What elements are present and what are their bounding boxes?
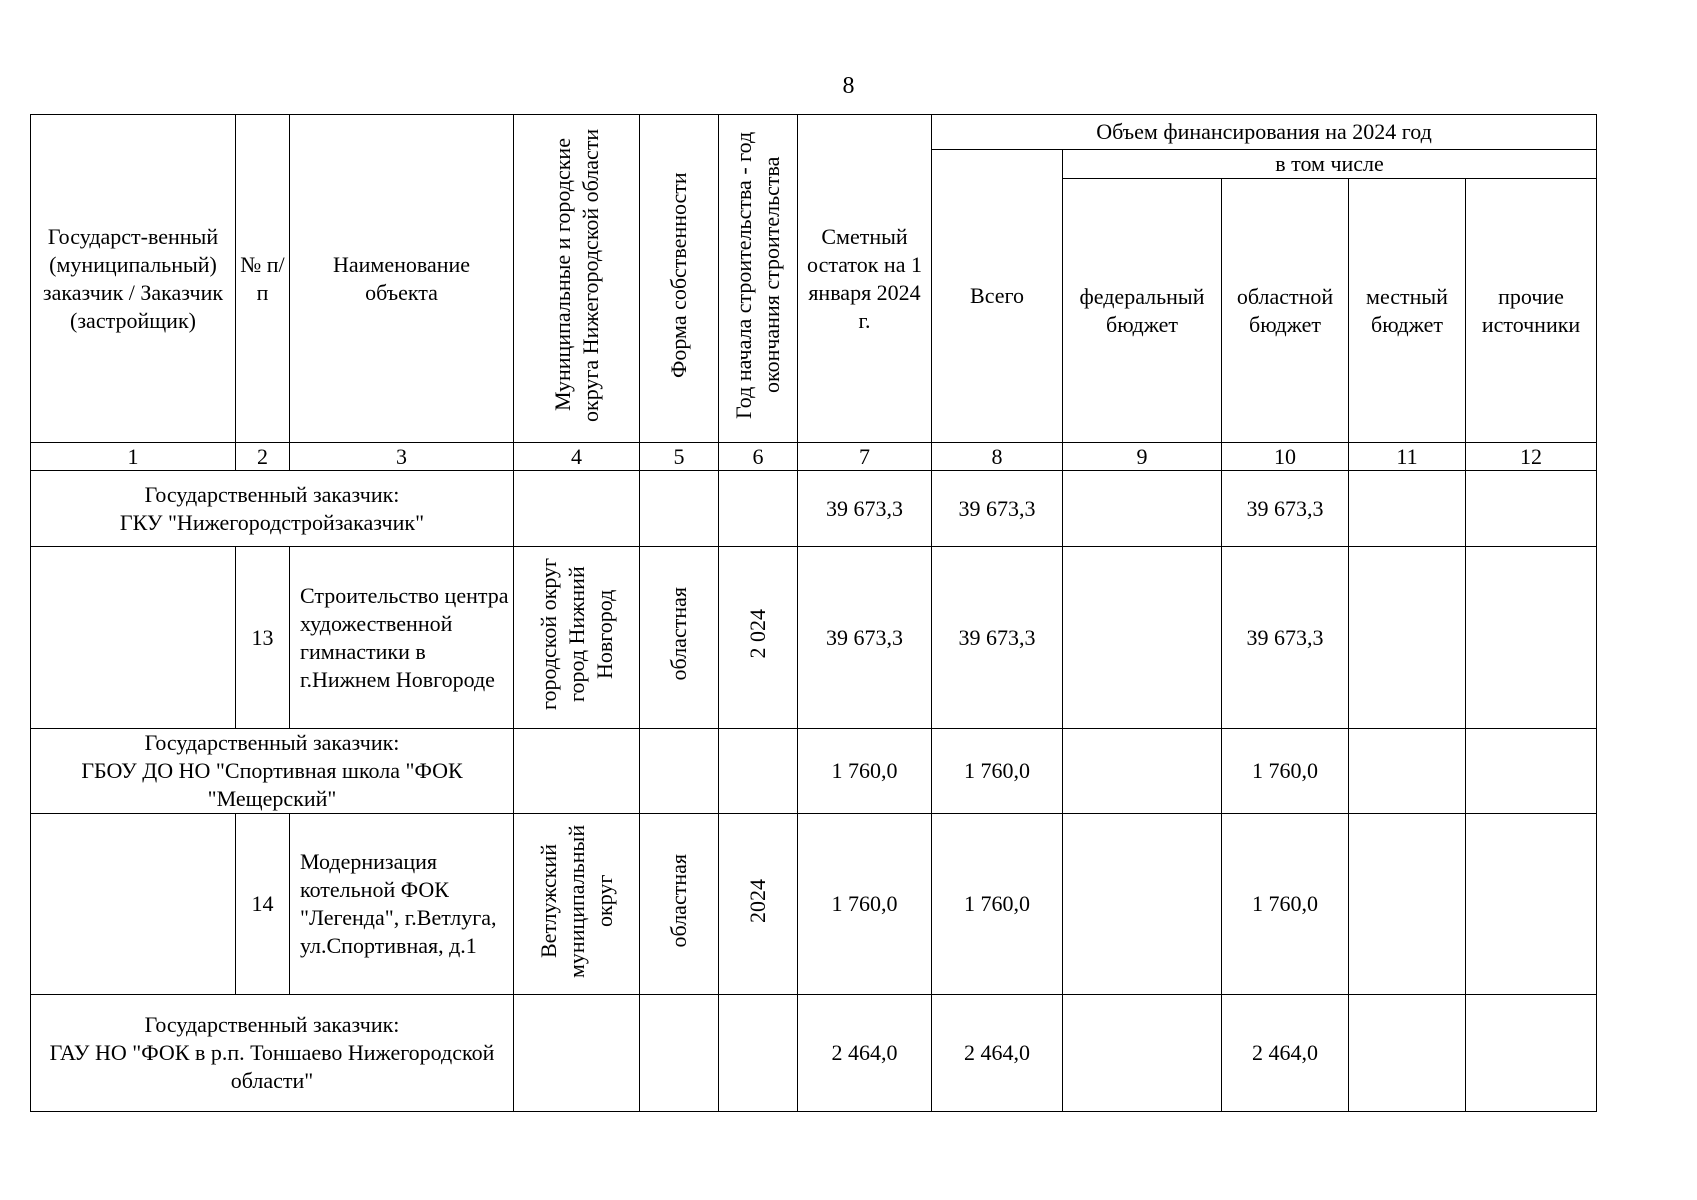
cell-object-name: Строительство центра художественной гимнастики в г.Нижнем Новгороде [290,547,514,729]
cell-balance: 2 464,0 [798,995,932,1112]
column-number: 2 [236,443,290,471]
header-years-label: Год начала строительства - год окончания строительства [731,131,784,419]
cell-total: 2 464,0 [932,995,1063,1112]
cell-years [719,547,798,729]
cell-years-label: 2 024 [745,609,770,659]
column-number: 12 [1466,443,1597,471]
cell-ownership [640,547,719,729]
cell-municipality-label: Ветлужский муниципальный округ [535,823,617,978]
cell-years [719,471,798,547]
cell-municipality [514,471,640,547]
header-municipality [514,115,640,443]
column-number: 11 [1349,443,1466,471]
cell-balance: 1 760,0 [798,814,932,995]
customer-row [31,471,1597,547]
column-numbers-row [31,443,1597,471]
header-other: прочие источники [1466,179,1597,443]
column-number: 4 [514,443,640,471]
cell-ownership [640,729,719,814]
column-number: 10 [1222,443,1349,471]
cell-num: 13 [236,547,290,729]
cell-municipality [514,729,640,814]
cell-customer-empty [31,814,236,995]
cell-balance: 39 673,3 [798,471,932,547]
cell-federal [1063,471,1222,547]
header-object-name: Наименование объекта [290,115,514,443]
object-row [31,814,1597,995]
cell-other [1466,471,1597,547]
cell-ownership [640,471,719,547]
page-number: 8 [842,73,855,99]
cell-municipality [514,995,640,1112]
cell-years [719,995,798,1112]
cell-local [1349,814,1466,995]
customer-name: Государственный заказчик: ГКУ "Нижегородстройзаказчик" [31,471,514,547]
customer-name: Государственный заказчик: ГАУ НО "ФОК в р.п. Тоншаево Нижегородской области" [31,995,514,1112]
cell-ownership [640,995,719,1112]
cell-local [1349,995,1466,1112]
cell-customer-empty [31,547,236,729]
customer-row [31,995,1597,1112]
header-ownership [640,115,719,443]
column-number: 8 [932,443,1063,471]
header-regional: областной бюджет [1222,179,1349,443]
cell-federal [1063,547,1222,729]
header-years [719,115,798,443]
cell-ownership-label: областная [666,587,691,681]
cell-balance: 1 760,0 [798,729,932,814]
cell-regional: 39 673,3 [1222,547,1349,729]
cell-total: 1 760,0 [932,729,1063,814]
cell-total: 39 673,3 [932,471,1063,547]
column-number: 1 [31,443,236,471]
cell-regional: 1 760,0 [1222,814,1349,995]
column-number: 7 [798,443,932,471]
column-number: 6 [719,443,798,471]
cell-regional: 39 673,3 [1222,471,1349,547]
cell-years [719,729,798,814]
cell-other [1466,729,1597,814]
cell-object-name: Модернизация котельной ФОК "Легенда", г.Ветлуга, ул.Спортивная, д.1 [290,814,514,995]
cell-local [1349,729,1466,814]
cell-municipality [514,547,640,729]
header-federal: федеральный бюджет [1063,179,1222,443]
cell-other [1466,814,1597,995]
cell-local [1349,471,1466,547]
customer-row [31,729,1597,814]
cell-federal [1063,814,1222,995]
cell-municipality [514,814,640,995]
cell-other [1466,547,1597,729]
cell-num: 14 [236,814,290,995]
column-number: 5 [640,443,719,471]
header-local: местный бюджет [1349,179,1466,443]
cell-regional: 2 464,0 [1222,995,1349,1112]
cell-municipality-label: городской округ город Нижний Новгород [535,557,617,711]
cell-balance: 39 673,3 [798,547,932,729]
cell-local [1349,547,1466,729]
header-customer: Государст-венный (муниципальный) заказчик / Заказчик (застройщик) [31,115,236,443]
column-number: 9 [1063,443,1222,471]
header-including: в том числе [1063,150,1597,179]
cell-federal [1063,995,1222,1112]
object-row [31,547,1597,729]
header-row-1 [31,115,1597,150]
cell-years-label: 2024 [745,878,770,923]
cell-total: 1 760,0 [932,814,1063,995]
column-number: 3 [290,443,514,471]
header-num: № п/п [236,115,290,443]
cell-other [1466,995,1597,1112]
cell-regional: 1 760,0 [1222,729,1349,814]
header-municipality-label: Муниципальные и городские округа Нижегородской области [549,128,603,422]
header-balance: Сметный остаток на 1 января 2024 г. [798,115,932,443]
cell-ownership-label: областная [666,853,691,948]
header-total: Всего [932,150,1063,443]
customer-name: Государственный заказчик: ГБОУ ДО НО "Спортивная школа "ФОК "Мещерский" [31,729,514,814]
financing-table [30,114,1597,1112]
header-ownership-label: Форма собственности [666,172,691,378]
cell-total: 39 673,3 [932,547,1063,729]
cell-federal [1063,729,1222,814]
cell-ownership [640,814,719,995]
header-funding-group: Объем финансирования на 2024 год [932,115,1597,150]
cell-years [719,814,798,995]
